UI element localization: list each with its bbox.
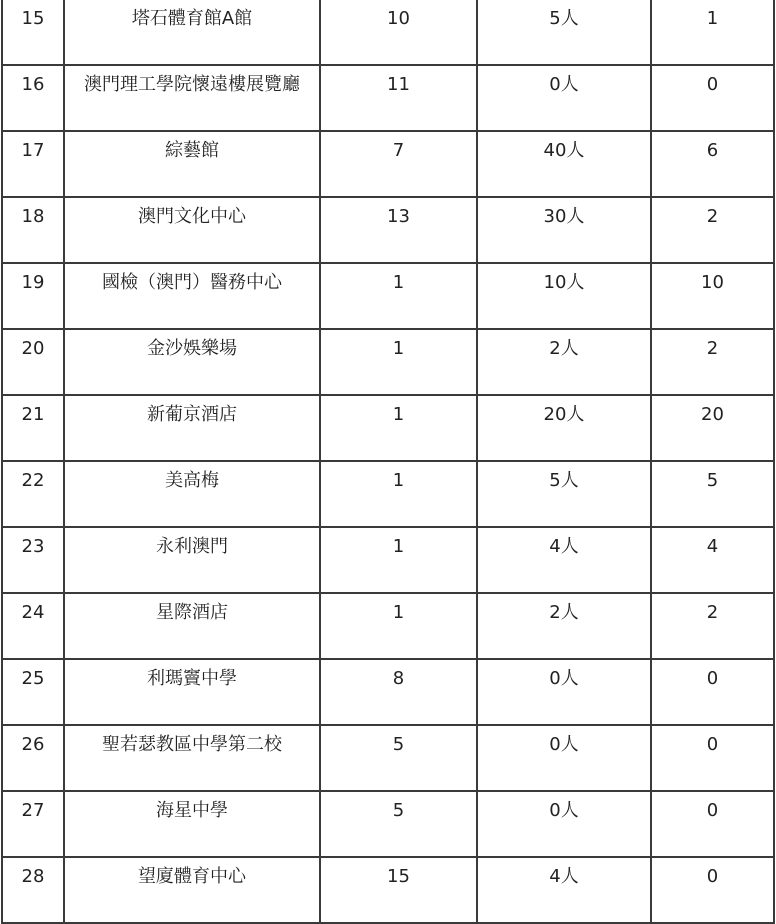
venue-name: 金沙娛樂場 xyxy=(64,329,320,395)
last-cell: 0 xyxy=(651,791,774,857)
row-number: 23 xyxy=(2,527,64,593)
row-number: 22 xyxy=(2,461,64,527)
count-cell: 5 xyxy=(320,791,477,857)
last-cell: 20 xyxy=(651,395,774,461)
last-cell: 4 xyxy=(651,527,774,593)
people-cell: 5人 xyxy=(477,461,651,527)
last-cell: 0 xyxy=(651,659,774,725)
last-cell: 0 xyxy=(651,65,774,131)
venue-name: 永利澳門 xyxy=(64,527,320,593)
count-cell: 1 xyxy=(320,461,477,527)
count-cell: 1 xyxy=(320,329,477,395)
people-cell: 4人 xyxy=(477,527,651,593)
people-cell: 4人 xyxy=(477,857,651,923)
count-cell: 13 xyxy=(320,197,477,263)
last-cell: 2 xyxy=(651,197,774,263)
people-cell: 2人 xyxy=(477,329,651,395)
venue-name: 澳門理工學院懷遠樓展覽廳 xyxy=(64,65,320,131)
venue-name: 聖若瑟教區中學第二校 xyxy=(64,725,320,791)
row-number: 16 xyxy=(2,65,64,131)
venue-table xyxy=(1,0,775,924)
venue-name: 利瑪竇中學 xyxy=(64,659,320,725)
venue-name: 塔石體育館A館 xyxy=(64,0,320,65)
row-number: 27 xyxy=(2,791,64,857)
count-cell: 8 xyxy=(320,659,477,725)
table-row xyxy=(2,263,774,329)
people-cell: 20人 xyxy=(477,395,651,461)
table-row xyxy=(2,0,774,65)
people-cell: 5人 xyxy=(477,0,651,65)
row-number: 15 xyxy=(2,0,64,65)
table-row xyxy=(2,593,774,659)
people-cell: 40人 xyxy=(477,131,651,197)
row-number: 24 xyxy=(2,593,64,659)
people-cell: 0人 xyxy=(477,65,651,131)
row-number: 28 xyxy=(2,857,64,923)
table-row xyxy=(2,197,774,263)
table-row xyxy=(2,725,774,791)
venue-name: 新葡京酒店 xyxy=(64,395,320,461)
row-number: 18 xyxy=(2,197,64,263)
last-cell: 5 xyxy=(651,461,774,527)
row-number: 25 xyxy=(2,659,64,725)
last-cell: 0 xyxy=(651,857,774,923)
table-row xyxy=(2,65,774,131)
last-cell: 10 xyxy=(651,263,774,329)
table-row xyxy=(2,527,774,593)
row-number: 21 xyxy=(2,395,64,461)
venue-name: 美高梅 xyxy=(64,461,320,527)
venue-name: 國檢（澳門）醫務中心 xyxy=(64,263,320,329)
count-cell: 1 xyxy=(320,395,477,461)
venue-name: 星際酒店 xyxy=(64,593,320,659)
table-row xyxy=(2,461,774,527)
count-cell: 5 xyxy=(320,725,477,791)
row-number: 17 xyxy=(2,131,64,197)
row-number: 26 xyxy=(2,725,64,791)
venue-name: 澳門文化中心 xyxy=(64,197,320,263)
last-cell: 0 xyxy=(651,725,774,791)
table-row xyxy=(2,857,774,923)
venue-name: 綜藝館 xyxy=(64,131,320,197)
row-number: 20 xyxy=(2,329,64,395)
count-cell: 11 xyxy=(320,65,477,131)
last-cell: 1 xyxy=(651,0,774,65)
last-cell: 6 xyxy=(651,131,774,197)
count-cell: 1 xyxy=(320,527,477,593)
venue-name: 海星中學 xyxy=(64,791,320,857)
people-cell: 2人 xyxy=(477,593,651,659)
last-cell: 2 xyxy=(651,593,774,659)
table-body xyxy=(2,0,774,923)
people-cell: 0人 xyxy=(477,791,651,857)
count-cell: 1 xyxy=(320,593,477,659)
table-row xyxy=(2,131,774,197)
last-cell: 2 xyxy=(651,329,774,395)
count-cell: 7 xyxy=(320,131,477,197)
count-cell: 10 xyxy=(320,0,477,65)
people-cell: 0人 xyxy=(477,659,651,725)
count-cell: 15 xyxy=(320,857,477,923)
people-cell: 10人 xyxy=(477,263,651,329)
row-number: 19 xyxy=(2,263,64,329)
count-cell: 1 xyxy=(320,263,477,329)
venue-name: 望廈體育中心 xyxy=(64,857,320,923)
people-cell: 0人 xyxy=(477,725,651,791)
table-row xyxy=(2,659,774,725)
table-row xyxy=(2,395,774,461)
people-cell: 30人 xyxy=(477,197,651,263)
table-row xyxy=(2,791,774,857)
table-row xyxy=(2,329,774,395)
